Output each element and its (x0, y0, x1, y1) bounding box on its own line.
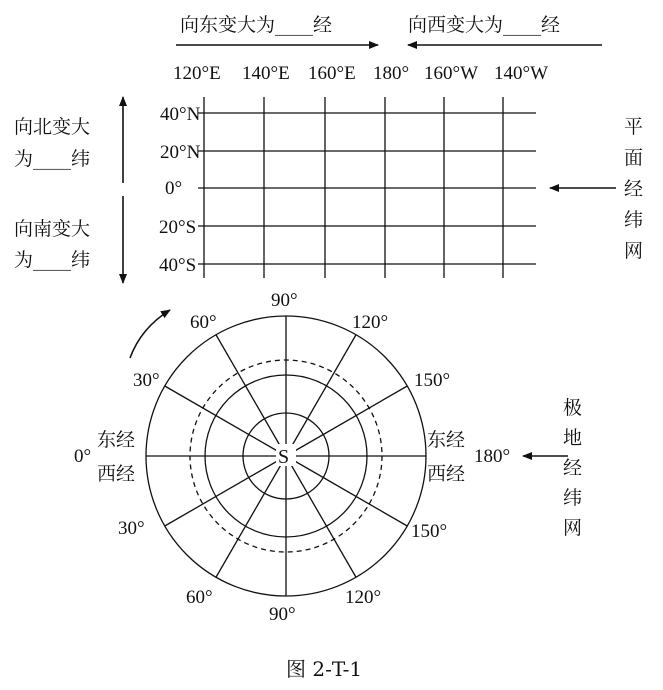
meridian-spoke (286, 456, 356, 577)
lat-tick-20N: 20°N (160, 142, 201, 163)
left-east-longitude-label: 东经 (97, 429, 136, 451)
east-increase-label: 向东变大为____经 (180, 14, 333, 36)
polar-label-30-bottom: 30° (118, 518, 145, 539)
lon-tick-160W: 160°W (424, 63, 479, 84)
polar-label-90-top: 90° (271, 290, 298, 311)
right-west-longitude-label: 西经 (427, 463, 466, 485)
polar-label-60-top: 60° (190, 312, 217, 333)
north-label-line1: 向北变大 (14, 116, 91, 138)
polar-label-120-bottom: 120° (345, 587, 382, 608)
lon-tick-120E: 120°E (173, 63, 221, 84)
meridian-spoke (165, 386, 286, 456)
polar-label-150-bottom: 150° (411, 521, 448, 542)
polar-label-180: 180° (474, 446, 511, 467)
svg-text:面: 面 (624, 147, 644, 169)
plane-grid (198, 97, 536, 278)
meridian-spoke (286, 335, 356, 456)
svg-text:网: 网 (624, 240, 644, 262)
lon-tick-140W: 140°W (494, 63, 549, 84)
meridian-spoke (286, 456, 407, 526)
figure-caption: 图 2-T-1 (286, 657, 363, 681)
lat-tick-40S: 40°S (159, 255, 197, 276)
south-label-line1: 向南变大 (14, 218, 91, 240)
rotation-arrow (130, 310, 170, 358)
svg-text:经: 经 (624, 178, 644, 200)
lat-tick-0: 0° (165, 178, 183, 199)
lon-tick-160E: 160°E (308, 63, 356, 84)
polar-label-150-top: 150° (414, 370, 451, 391)
polar-grid-label (563, 396, 582, 539)
south-pole-label: S (278, 446, 290, 468)
polar-label-120-top: 120° (352, 312, 389, 333)
north-label-line2: 为____纬 (14, 148, 91, 170)
plane-grid-label (624, 116, 643, 262)
svg-text:纬: 纬 (624, 209, 644, 231)
meridian-spoke (165, 456, 286, 526)
meridian-spoke (216, 456, 286, 577)
polar-label-90-bottom: 90° (269, 604, 296, 625)
lon-tick-140E: 140°E (242, 63, 290, 84)
svg-text:地: 地 (563, 427, 583, 449)
svg-text:网: 网 (563, 517, 583, 539)
lat-tick-40N: 40°N (160, 104, 201, 125)
svg-text:极: 极 (563, 397, 583, 419)
polar-label-60-bottom: 60° (186, 587, 213, 608)
left-west-longitude-label: 西经 (97, 463, 136, 485)
lon-tick-180: 180° (373, 63, 410, 84)
lat-tick-20S: 20°S (159, 217, 197, 238)
meridian-spoke (216, 335, 286, 456)
polar-label-0: 0° (74, 446, 92, 467)
right-east-longitude-label: 东经 (427, 429, 466, 451)
svg-text:平: 平 (624, 116, 644, 138)
west-increase-label: 向西变大为____经 (408, 14, 561, 36)
meridian-spoke (286, 386, 407, 456)
polar-label-30-top: 30° (133, 370, 160, 391)
svg-text:纬: 纬 (563, 487, 583, 509)
svg-text:经: 经 (563, 457, 583, 479)
south-label-line2: 为____纬 (14, 249, 91, 271)
